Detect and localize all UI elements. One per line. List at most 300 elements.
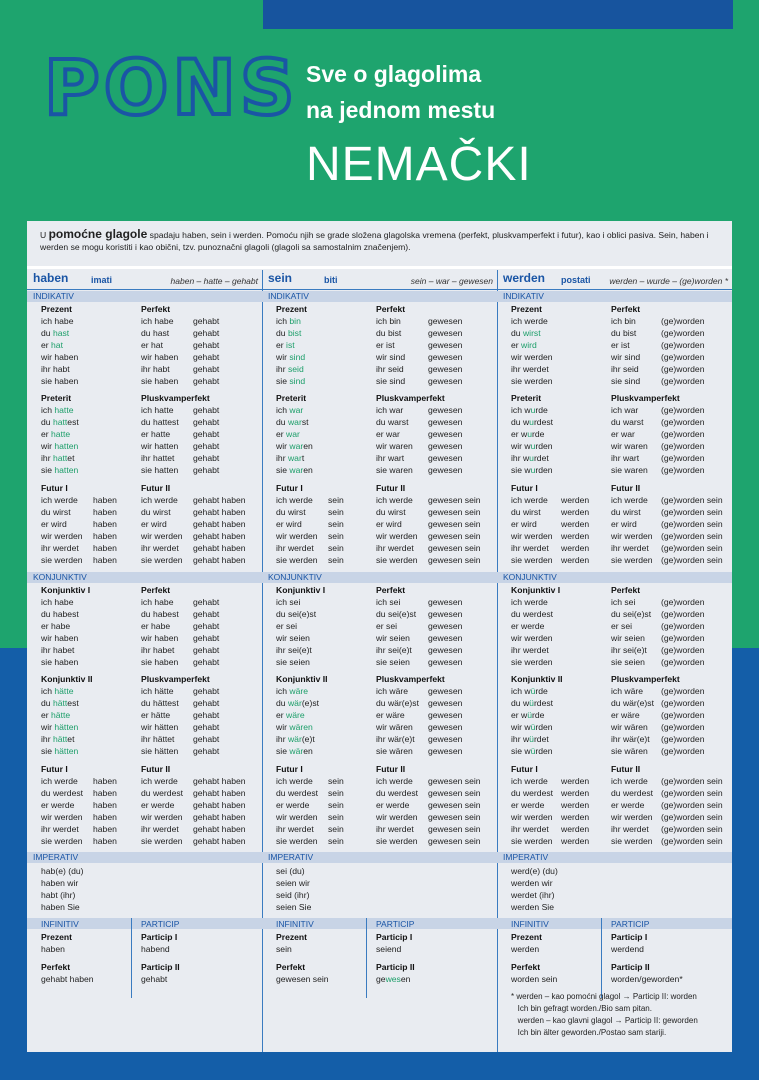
- label-particip: PARTICIP: [376, 919, 415, 929]
- tense-heading: Perfekt: [611, 585, 641, 595]
- conjugation-aux: sein: [328, 555, 344, 565]
- conjugation-row: sie werden: [611, 555, 653, 565]
- tense-heading: Pluskvamperfekt: [376, 393, 445, 403]
- conjugation-row: er hat: [141, 340, 163, 350]
- conjugation-row: sie haben: [41, 657, 79, 667]
- conjugation-aux: gehabt: [193, 698, 220, 708]
- conjugation-row: ich werde: [611, 495, 648, 505]
- conjugation-aux: sein: [328, 824, 344, 834]
- conjugation-row: wir würden: [511, 722, 553, 732]
- conjugation-row: du bist: [276, 328, 302, 338]
- conjugation-row: ich werde: [41, 776, 78, 786]
- conjugation-aux: werden: [561, 788, 590, 798]
- conjugation-aux: gewesen sein: [428, 519, 481, 529]
- conjugation-row: wir hatten: [41, 441, 79, 451]
- conjugation-row: ich war: [276, 405, 304, 415]
- conjugation-aux: gehabt haben: [193, 495, 246, 505]
- conjugation-row: ich war: [611, 405, 639, 415]
- conjugation-aux: haben: [93, 531, 117, 541]
- conjugation-row: wir haben: [141, 352, 179, 362]
- conjugation-aux: werden: [561, 519, 590, 529]
- conjugation-aux: werden: [561, 812, 590, 822]
- conjugation-row: er wurde: [511, 429, 545, 439]
- particip-heading: Particip II: [141, 962, 180, 972]
- conjugation-row: ich habe: [141, 597, 174, 607]
- conjugation-row: ihr habt: [141, 364, 170, 374]
- imperative-row: seien wir: [276, 878, 310, 888]
- intro-separator: [27, 266, 732, 269]
- conjugation-row: du warst: [276, 417, 309, 427]
- imperative-row: sei (du): [276, 866, 305, 876]
- conjugation-row: du wär(e)st: [376, 698, 419, 708]
- conjugation-row: er wird: [511, 340, 537, 350]
- conjugation-row: er sei: [276, 621, 298, 631]
- tense-heading: Perfekt: [141, 304, 171, 314]
- tense-heading: Pluskvamperfekt: [376, 674, 445, 684]
- conjugation-row: wir seien: [276, 633, 310, 643]
- conjugation-row: du sei(e)st: [376, 609, 417, 619]
- tense-heading: Preterit: [511, 393, 542, 403]
- tense-heading: Futur I: [511, 764, 538, 774]
- conjugation-row: du wurdest: [511, 417, 554, 427]
- tense-heading: Prezent: [276, 304, 308, 314]
- header-title: NEMAČKI: [306, 138, 532, 191]
- conjugation-aux: haben: [93, 836, 117, 846]
- conjugation-row: sie sind: [376, 376, 406, 386]
- conjugation-row: ihr wär(e)t: [376, 734, 415, 744]
- conjugation-row: ich werde: [511, 495, 548, 505]
- conjugation-row: sie seien: [611, 657, 645, 667]
- conjugation-row: ich werde: [511, 597, 548, 607]
- conjugation-row: er wäre: [611, 710, 640, 720]
- conjugation-aux: werden: [561, 776, 590, 786]
- conjugation-aux: sein: [328, 788, 344, 798]
- conjugation-row: ihr würdet: [511, 734, 549, 744]
- infinitiv-heading: Prezent: [41, 932, 73, 942]
- conjugation-row: du werdest: [511, 788, 554, 798]
- conjugation-aux: werden: [561, 836, 590, 846]
- infinitiv-heading: Prezent: [511, 932, 543, 942]
- conjugation-row: du hast: [141, 328, 170, 338]
- conjugation-row: er habe: [41, 621, 71, 631]
- conjugation-row: sie wären: [376, 746, 413, 756]
- conjugation-aux: gehabt haben: [193, 812, 246, 822]
- tense-heading: Preterit: [276, 393, 307, 403]
- conjugation-aux: gewesen: [428, 417, 463, 427]
- header-line-1: Sve o glagolima: [306, 61, 482, 87]
- conjugation-row: ihr werdet: [611, 824, 649, 834]
- particip-value: gehabt: [141, 974, 168, 984]
- infinitiv-heading: Prezent: [276, 932, 308, 942]
- label-particip: PARTICIP: [611, 919, 650, 929]
- conjugation-row: du wirst: [141, 507, 171, 517]
- conjugation-row: er hätte: [141, 710, 171, 720]
- conjugation-row: wir werden: [511, 633, 553, 643]
- conjugation-aux: gewesen: [428, 316, 463, 326]
- conjugation-row: ihr werdet: [511, 543, 549, 553]
- conjugation-aux: gewesen sein: [428, 836, 481, 846]
- conjugation-aux: gehabt: [193, 597, 220, 607]
- conjugation-row: ich werde: [611, 776, 648, 786]
- conjugation-row: er sei: [376, 621, 398, 631]
- conjugation-row: ihr seid: [376, 364, 404, 374]
- conjugation-aux: gewesen: [428, 597, 463, 607]
- conjugation-row: du habest: [141, 609, 179, 619]
- conjugation-aux: gewesen: [428, 328, 463, 338]
- top-blue-bar: [263, 0, 733, 29]
- column-divider: [497, 270, 498, 1052]
- conjugation-row: sie werden: [41, 555, 83, 565]
- conjugation-aux: gehabt haben: [193, 531, 246, 541]
- conjugation-row: du hattest: [141, 417, 179, 427]
- tense-heading: Futur I: [41, 764, 68, 774]
- conjugation-aux: werden: [561, 507, 590, 517]
- conjugation-row: wir sind: [376, 352, 406, 362]
- conjugation-row: wir waren: [276, 441, 313, 451]
- conjugation-aux: gewesen: [428, 686, 463, 696]
- conjugation-row: sie werden: [276, 836, 318, 846]
- conjugation-row: wir werden: [376, 812, 418, 822]
- conjugation-aux: (ge)worden sein: [661, 836, 723, 846]
- conjugation-row: ihr werdet: [41, 824, 79, 834]
- conjugation-aux: gewesen sein: [428, 495, 481, 505]
- header-rule: [497, 289, 732, 290]
- conjugation-aux: haben: [93, 800, 117, 810]
- conjugation-aux: gewesen: [428, 621, 463, 631]
- conjugation-row: sie waren: [376, 465, 413, 475]
- conjugation-aux: (ge)worden sein: [661, 824, 723, 834]
- conjugation-aux: gehabt: [193, 633, 220, 643]
- conjugation-row: ihr seid: [611, 364, 639, 374]
- imperative-row: werden Sie: [511, 902, 554, 912]
- conjugation-aux: gewesen: [428, 645, 463, 655]
- tense-heading: Perfekt: [376, 304, 406, 314]
- verb-translation: biti: [324, 275, 338, 285]
- tense-heading: Futur I: [276, 764, 303, 774]
- conjugation-aux: (ge)worden: [661, 633, 705, 643]
- conjugation-row: sie seien: [276, 657, 310, 667]
- particip-value: werdend: [611, 944, 644, 954]
- conjugation-aux: haben: [93, 555, 117, 565]
- conjugation-aux: (ge)worden: [661, 722, 705, 732]
- conjugation-aux: (ge)worden: [661, 686, 705, 696]
- conjugation-aux: (ge)worden: [661, 453, 705, 463]
- conjugation-row: sie hätten: [41, 746, 79, 756]
- conjugation-row: du wirst: [611, 507, 641, 517]
- conjugation-row: ich bin: [376, 316, 401, 326]
- conjugation-aux: gehabt haben: [193, 824, 246, 834]
- conjugation-aux: gehabt: [193, 645, 220, 655]
- conjugation-row: du sei(e)st: [276, 609, 317, 619]
- conjugation-row: ihr werdet: [276, 543, 314, 553]
- conjugation-row: ihr wär(e)t: [611, 734, 650, 744]
- conjugation-row: sie werden: [511, 836, 553, 846]
- conjugation-aux: (ge)worden: [661, 465, 705, 475]
- conjugation-row: ich hätte: [141, 686, 174, 696]
- conjugation-aux: sein: [328, 836, 344, 846]
- conjugation-aux: (ge)worden: [661, 328, 705, 338]
- conjugation-aux: gewesen: [428, 657, 463, 667]
- particip-value: worden/geworden*: [611, 974, 683, 984]
- conjugation-aux: gewesen sein: [428, 788, 481, 798]
- conjugation-row: ich bin: [276, 316, 301, 326]
- conjugation-row: ich werde: [511, 776, 548, 786]
- conjugation-row: ich würde: [511, 686, 548, 696]
- conjugation-row: ich werde: [141, 776, 178, 786]
- conjugation-row: du wär(e)st: [611, 698, 654, 708]
- conjugation-aux: werden: [561, 531, 590, 541]
- conjugation-aux: gewesen: [428, 609, 463, 619]
- conjugation-row: sie hätten: [141, 746, 179, 756]
- footnote: * werden – kao pomoćni glagol → Particip II: worden Ich bin gefragt worden./Bio sam pitan. werden – kao glavni glagol → Particip II: geworden Ich bin älter geworden./Postao sam stariji.: [511, 992, 698, 1037]
- conjugation-aux: gewesen: [428, 633, 463, 643]
- column-divider: [262, 270, 263, 1052]
- conjugation-aux: (ge)worden sein: [661, 495, 723, 505]
- conjugation-row: du werdest: [141, 788, 184, 798]
- conjugation-row: ich war: [376, 405, 404, 415]
- conjugation-row: ich werde: [276, 776, 313, 786]
- conjugation-aux: (ge)worden: [661, 734, 705, 744]
- conjugation-row: er hatte: [141, 429, 171, 439]
- imperative-row: hab(e) (du): [41, 866, 84, 876]
- conjugation-aux: (ge)worden: [661, 645, 705, 655]
- conjugation-row: sie sind: [276, 376, 306, 386]
- conjugation-row: er hatte: [41, 429, 71, 439]
- conjugation-aux: (ge)worden: [661, 376, 705, 386]
- conjugation-row: wir werden: [276, 531, 318, 541]
- conjugation-row: sie werden: [511, 376, 553, 386]
- conjugation-aux: gehabt: [193, 340, 220, 350]
- conjugation-row: sie waren: [611, 465, 648, 475]
- label-particip: PARTICIP: [141, 919, 180, 929]
- conjugation-aux: (ge)worden: [661, 441, 705, 451]
- conjugation-row: ihr werdet: [511, 364, 549, 374]
- conjugation-row: du werdest: [41, 788, 84, 798]
- tense-heading: Futur II: [141, 483, 171, 493]
- conjugation-row: sie hatten: [141, 465, 179, 475]
- tense-heading: Futur II: [611, 764, 641, 774]
- conjugation-aux: gewesen: [428, 441, 463, 451]
- conjugation-aux: gewesen: [428, 698, 463, 708]
- tense-heading: Konjunktiv I: [511, 585, 561, 595]
- particip-heading: Particip I: [611, 932, 648, 942]
- conjugation-aux: gehabt: [193, 328, 220, 338]
- conjugation-row: wir werden: [141, 812, 183, 822]
- infinitiv-value: haben: [41, 944, 65, 954]
- conjugation-aux: gehabt: [193, 429, 220, 439]
- conjugation-row: wir werden: [511, 531, 553, 541]
- conjugation-aux: sein: [328, 812, 344, 822]
- tense-heading: Perfekt: [141, 585, 171, 595]
- particip-heading: Particip II: [376, 962, 415, 972]
- conjugation-row: er werde: [376, 800, 410, 810]
- particip-heading: Particip I: [376, 932, 413, 942]
- conjugation-row: ich habe: [141, 316, 174, 326]
- conjugation-row: er werde: [511, 621, 545, 631]
- conjugation-row: wir wären: [276, 722, 313, 732]
- conjugation-row: wir wären: [376, 722, 413, 732]
- conjugation-row: ich werde: [511, 316, 548, 326]
- conjugation-aux: gewesen sein: [428, 824, 481, 834]
- conjugation-aux: (ge)worden: [661, 364, 705, 374]
- verb-title: werden: [503, 271, 546, 285]
- conjugation-aux: gehabt: [193, 465, 220, 475]
- particip-value: gewesen: [376, 974, 411, 984]
- conjugation-aux: (ge)worden sein: [661, 519, 723, 529]
- conjugation-aux: werden: [561, 543, 590, 553]
- conjugation-row: ihr sei(e)t: [611, 645, 647, 655]
- conjugation-row: er wird: [276, 519, 302, 529]
- conjugation-row: ich wäre: [376, 686, 408, 696]
- tense-heading: Futur II: [611, 483, 641, 493]
- infinitiv-particip-divider: [601, 918, 602, 998]
- intro-text: U pomoćne glagole spadaju haben, sein i werden. Pomoću njih se grade složena glagolska vremena (perfekt, pluskvamperfekt i futur), kao i oblici pasiva. Sein, haben i werden se mogu koristiti i kao obični, tzv. punoznačni glagoli (glagoli sa samostalnim značenjem).: [40, 227, 709, 252]
- verb-title: sein: [268, 271, 293, 285]
- conjugation-aux: gehabt: [193, 453, 220, 463]
- conjugation-row: du hattest: [41, 417, 79, 427]
- conjugation-row: wir werden: [276, 812, 318, 822]
- conjugation-aux: (ge)worden: [661, 340, 705, 350]
- conjugation-aux: haben: [93, 824, 117, 834]
- conjugation-aux: gewesen sein: [428, 776, 481, 786]
- conjugation-aux: (ge)worden sein: [661, 507, 723, 517]
- section-konjunktiv: KONJUNKTIV: [497, 572, 732, 583]
- conjugation-row: er wird: [141, 519, 167, 529]
- conjugation-aux: gehabt: [193, 657, 220, 667]
- conjugation-aux: gehabt: [193, 722, 220, 732]
- conjugation-aux: gewesen: [428, 746, 463, 756]
- conjugation-row: er wird: [511, 519, 537, 529]
- conjugation-aux: sein: [328, 531, 344, 541]
- conjugation-row: du hast: [41, 328, 70, 338]
- conjugation-row: ihr werdet: [41, 543, 79, 553]
- conjugation-row: sie wären: [276, 746, 313, 756]
- conjugation-aux: gehabt: [193, 609, 220, 619]
- conjugation-row: ihr wär(e)t: [276, 734, 315, 744]
- conjugation-row: wir sind: [276, 352, 306, 362]
- conjugation-aux: (ge)worden: [661, 597, 705, 607]
- imperative-row: seid (ihr): [276, 890, 310, 900]
- conjugation-row: wir werden: [41, 812, 83, 822]
- conjugation-row: sie hatten: [41, 465, 79, 475]
- conjugation-aux: gehabt: [193, 417, 220, 427]
- conjugation-row: er wird: [41, 519, 67, 529]
- conjugation-aux: gewesen sein: [428, 555, 481, 565]
- conjugation-row: wir hätten: [41, 722, 79, 732]
- conjugation-row: er war: [276, 429, 300, 439]
- conjugation-row: ihr werdet: [376, 824, 414, 834]
- verb-translation: imati: [91, 275, 113, 285]
- conjugation-aux: (ge)worden: [661, 746, 705, 756]
- conjugation-row: ihr wart: [611, 453, 640, 463]
- principal-forms: sein – war – gewesen: [410, 276, 493, 286]
- conjugation-aux: gehabt haben: [193, 776, 246, 786]
- conjugation-aux: (ge)worden: [661, 417, 705, 427]
- conjugation-row: du wirst: [276, 507, 306, 517]
- conjugation-row: er sei: [611, 621, 633, 631]
- particip-value: habend: [141, 944, 170, 954]
- conjugation-aux: gewesen: [428, 734, 463, 744]
- conjugation-row: ihr hättet: [141, 734, 175, 744]
- section-imperativ: IMPERATIV: [27, 852, 262, 863]
- conjugation-row: ihr werdet: [141, 824, 179, 834]
- header-rule: [27, 289, 262, 290]
- conjugation-row: sie werden: [511, 657, 553, 667]
- conjugation-row: sie werden: [376, 555, 418, 565]
- conjugation-row: ich habe: [41, 316, 74, 326]
- conjugation-row: wir werden: [611, 531, 653, 541]
- conjugation-row: du würdest: [511, 698, 554, 708]
- conjugation-row: ihr hattet: [41, 453, 75, 463]
- tense-heading: Futur I: [41, 483, 68, 493]
- conjugation-row: ihr habt: [41, 364, 70, 374]
- tense-heading: Perfekt: [611, 304, 641, 314]
- conjugation-row: sie haben: [141, 657, 179, 667]
- conjugation-aux: (ge)worden sein: [661, 543, 723, 553]
- conjugation-row: ihr sei(e)t: [276, 645, 312, 655]
- conjugation-row: er werde: [276, 800, 310, 810]
- conjugation-aux: gehabt haben: [193, 507, 246, 517]
- conjugation-row: wir werden: [376, 531, 418, 541]
- conjugation-aux: gehabt haben: [193, 555, 246, 565]
- conjugation-aux: (ge)worden: [661, 657, 705, 667]
- conjugation-row: er wäre: [376, 710, 405, 720]
- conjugation-aux: gewesen: [428, 340, 463, 350]
- conjugation-row: ich werde: [276, 495, 313, 505]
- infinitiv-value: gehabt haben: [41, 974, 94, 984]
- conjugation-row: wir hätten: [141, 722, 179, 732]
- conjugation-row: sie werden: [511, 555, 553, 565]
- conjugation-row: er wäre: [276, 710, 305, 720]
- conjugation-aux: gewesen: [428, 352, 463, 362]
- conjugation-row: sie wurden: [511, 465, 553, 475]
- conjugation-row: er habe: [141, 621, 171, 631]
- conjugation-row: ich sei: [376, 597, 401, 607]
- conjugation-aux: sein: [328, 543, 344, 553]
- conjugation-row: wir seien: [611, 633, 645, 643]
- conjugation-row: du warst: [611, 417, 644, 427]
- label-infinitiv: INFINITIV: [511, 919, 549, 929]
- conjugation-aux: (ge)worden sein: [661, 531, 723, 541]
- infinitiv-particip-divider: [131, 918, 132, 998]
- conjugation-row: ich hätte: [41, 686, 74, 696]
- conjugation-row: ihr wurdet: [511, 453, 549, 463]
- tense-heading: Konjunktiv II: [41, 674, 93, 684]
- conjugation-row: ihr hättet: [41, 734, 75, 744]
- conjugation-aux: (ge)worden sein: [661, 555, 723, 565]
- conjugation-aux: gewesen: [428, 710, 463, 720]
- conjugation-row: wir werden: [141, 531, 183, 541]
- conjugation-aux: haben: [93, 788, 117, 798]
- conjugation-aux: gewesen: [428, 453, 463, 463]
- conjugation-row: ihr habet: [141, 645, 175, 655]
- header-rule: [262, 289, 497, 290]
- conjugation-row: du werdest: [511, 609, 554, 619]
- conjugation-row: wir wurden: [511, 441, 553, 451]
- conjugation-aux: gehabt: [193, 364, 220, 374]
- tense-heading: Pluskvamperfekt: [141, 393, 210, 403]
- imperative-row: werden wir: [511, 878, 553, 888]
- conjugation-aux: gehabt: [193, 621, 220, 631]
- conjugation-row: wir wären: [611, 722, 648, 732]
- tense-heading: Prezent: [41, 304, 73, 314]
- conjugation-row: ihr wart: [376, 453, 405, 463]
- conjugation-row: ihr werdet: [611, 543, 649, 553]
- conjugation-row: sie haben: [141, 376, 179, 386]
- section-konjunktiv: KONJUNKTIV: [262, 572, 497, 583]
- conjugation-row: du wirst: [511, 328, 541, 338]
- infinitiv-value: worden sein: [511, 974, 558, 984]
